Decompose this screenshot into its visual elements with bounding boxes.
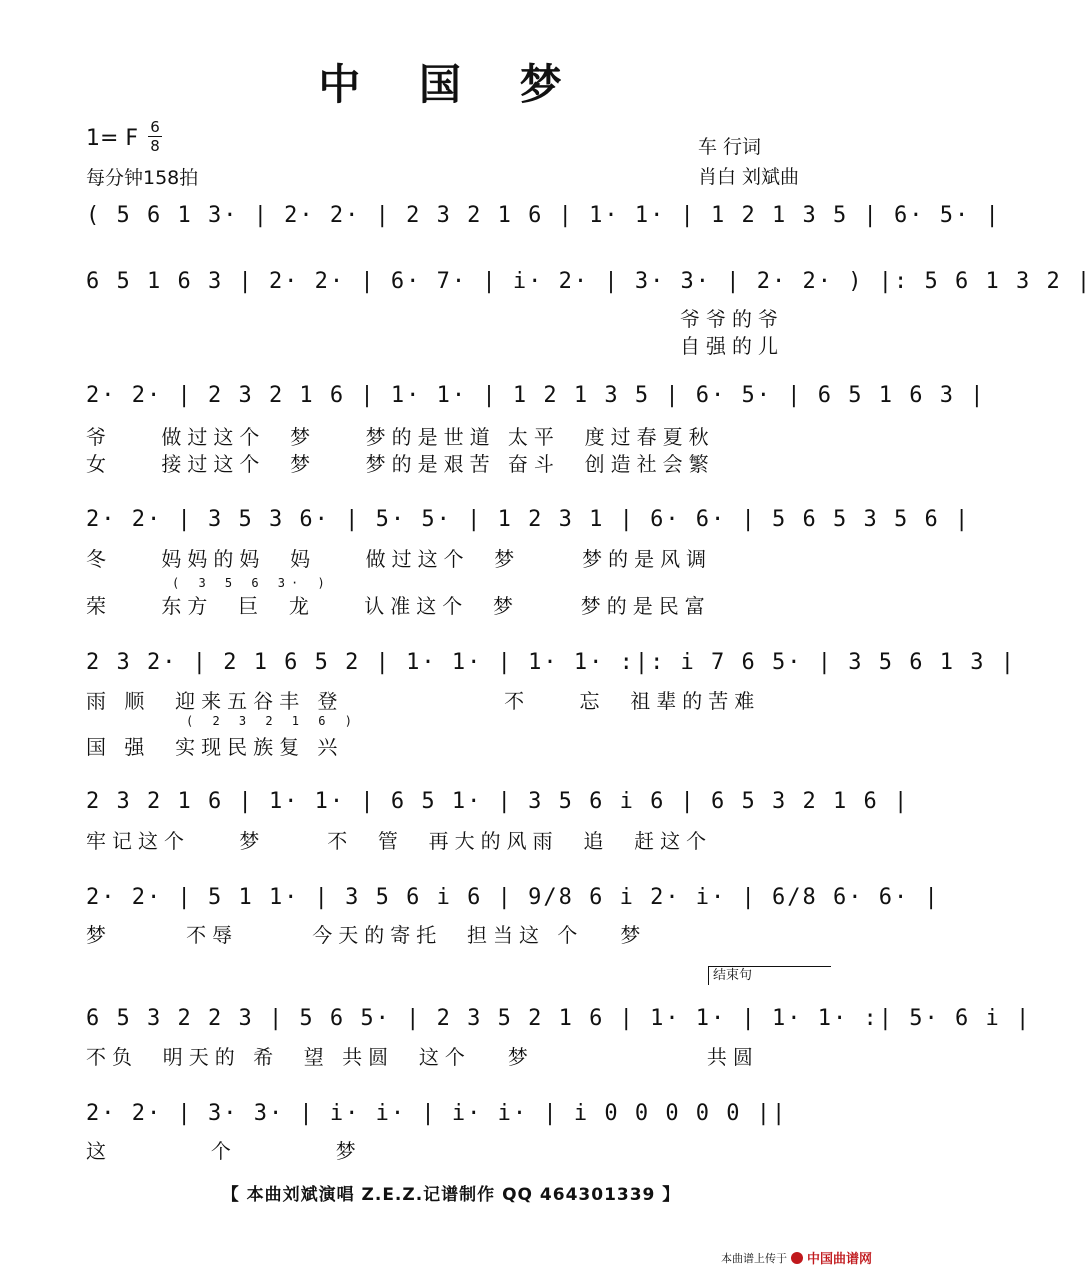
lyric-line: 国 强 实现民族复 兴: [86, 735, 344, 759]
score-line: ( 5 6 1 3· | 2· 2· | 2 3 2 1 6 | 1· 1· | 1 2 1 3 5 | 6· 5· |: [86, 203, 1001, 228]
tempo-marking: 每分钟158拍: [86, 167, 199, 189]
lyric-line: 冬 妈妈的妈 妈 做过这个 梦 梦的是风调: [86, 547, 713, 571]
score-line: 2 3 2 1 6 | 1· 1· | 6 5 1· | 3 5 6 i 6 | 6 5 3 2 1 6 |: [86, 789, 910, 814]
site-name: 中国曲谱网: [806, 1252, 872, 1267]
meter-bottom: 8: [150, 137, 160, 155]
alt-notes: ( 2 3 2 1 6 ): [186, 714, 358, 728]
credits: [698, 132, 799, 192]
time-signature: [146, 118, 164, 155]
score-line: 6 5 1 6 3 | 2· 2· | 6· 7· | i· 2· | 3· 3· | 2· 2· ) |: 5 6 1 3 2 |: [86, 269, 1092, 294]
lyric-line: 雨 顺 迎来五谷丰 登 不 忘 祖辈的苦难: [86, 689, 761, 713]
score-line: 2· 2· | 3 5 3 6· | 5· 5· | 1 2 3 1 | 6· 6· | 5 6 5 3 5 6 |: [86, 507, 971, 532]
meter-top: 6: [150, 118, 160, 136]
key-signature: 1= F: [86, 126, 139, 151]
alt-notes: ( 3 5 6 3· ): [172, 576, 331, 590]
ending-label: 结束句: [708, 966, 831, 985]
score-line: 2· 2· | 2 3 2 1 6 | 1· 1· | 1 2 1 3 5 | 6· 5· | 6 5 1 6 3 |: [86, 383, 986, 408]
lyric-line: 爷 做过这个 梦 梦的是世道 太平 度过春夏秋: [86, 425, 715, 449]
upload-watermark: [721, 1248, 872, 1267]
lyric-line: 牢记这个 梦 不 管 再大的风雨 追 赶这个: [86, 829, 713, 853]
score-line: 6 5 3 2 2 3 | 5 6 5· | 2 3 5 2 1 6 | 1· 1· | 1· 1· :| 5· 6 i |: [86, 1006, 1032, 1031]
score-line: 2· 2· | 3· 3· | i· i· | i· i· | i 0 0 0 0 0 ||: [86, 1101, 788, 1126]
lyric-line: 自强的儿: [680, 334, 784, 358]
lyric-line: 爷爷的爷: [680, 307, 784, 331]
performer-credit: 【 本曲刘斌演唱 Z.E.Z.记谱制作 QQ 464301339 】: [221, 1185, 681, 1205]
composer: 肖白 刘斌曲: [698, 166, 800, 188]
site-logo-icon: [791, 1252, 803, 1264]
score-line: 2· 2· | 5 1 1· | 3 5 6 i 6 | 9/8 6 i 2· i· | 6/8 6· 6· |: [86, 885, 940, 910]
lyric-line: 荣 东方 巨 龙 认准这个 梦 梦的是民富: [86, 594, 711, 618]
lyric-line: 梦 不辱 今天的寄托 担当这 个 梦: [86, 923, 647, 947]
lyric-line: 这 个 梦: [86, 1139, 362, 1163]
upload-text: 本曲谱上传于: [720, 1251, 787, 1265]
lyric-line: 女 接过这个 梦 梦的是艰苦 奋斗 创造社会繁: [86, 452, 715, 476]
song-title: 中 国 梦: [318, 60, 584, 109]
lyric-line: 不负 明天的 希 望 共圆 这个 梦 共圆: [86, 1045, 759, 1069]
score-line: 2 3 2· | 2 1 6 5 2 | 1· 1· | 1· 1· :|: i 7 6 5· | 3 5 6 1 3 |: [86, 650, 1016, 675]
lyricist: 车 行词: [698, 136, 762, 158]
